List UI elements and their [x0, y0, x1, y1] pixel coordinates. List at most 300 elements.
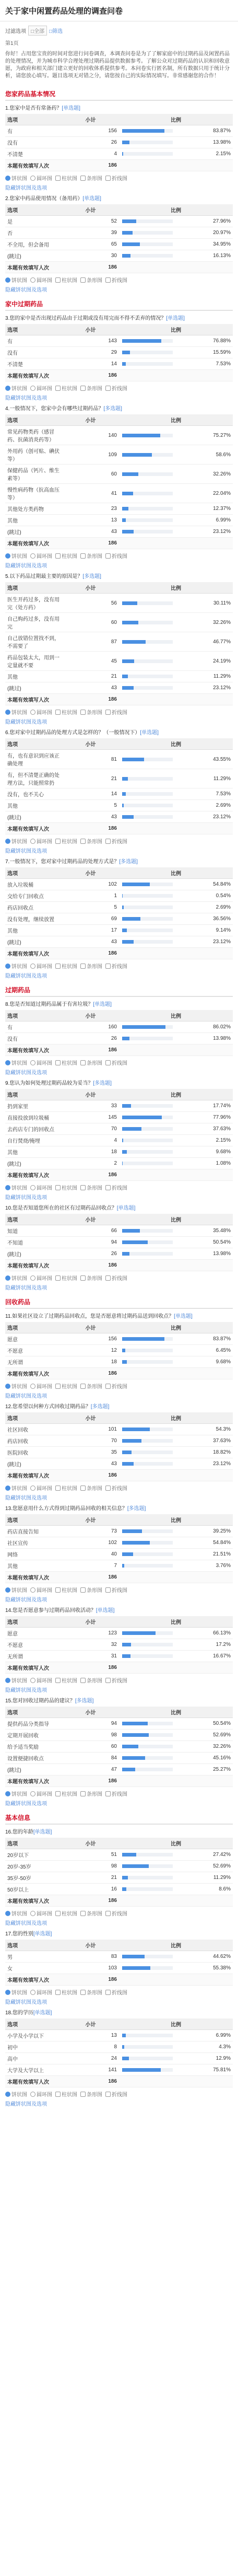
chart-type-option[interactable] [80, 1382, 102, 1390]
chart-type-option[interactable] [30, 1484, 52, 1492]
ratio-bar-fill [122, 1116, 162, 1119]
line-chart-icon [80, 839, 86, 844]
chart-type-option[interactable] [80, 837, 102, 845]
total-row [5, 1974, 233, 1986]
table-row [5, 1560, 233, 1572]
chart-type-option[interactable] [55, 1484, 77, 1492]
ratio-bar-cell [119, 788, 176, 800]
ratio-bar-cell [119, 800, 176, 811]
section-title: 基本信息 [5, 1813, 233, 1825]
total-count: 186 [62, 1776, 119, 1787]
option-ratio: 37.63% [176, 1435, 233, 1447]
chart-type-option[interactable] [30, 1988, 52, 1996]
option-count: 51 [62, 1849, 119, 1861]
total-row [5, 823, 233, 834]
ratio-bar-fill [122, 453, 152, 457]
collapse-link[interactable]: 隐藏饼状图及选项 [5, 1070, 47, 1076]
chart-type-option[interactable] [5, 1274, 27, 1282]
result-table [5, 1089, 233, 1181]
table-row [5, 1753, 233, 1764]
option-label: 20岁以下 [5, 1849, 62, 1861]
filter-label: 过滤选项 [5, 29, 26, 34]
table-header-row [5, 1089, 233, 1100]
filter-link[interactable]: □筛选 [49, 29, 63, 34]
ratio-bar-fill [122, 1229, 140, 1233]
chart-type-option[interactable] [30, 552, 52, 560]
col-count-header: 小计 [62, 414, 119, 426]
table-row [5, 652, 233, 671]
chart-type-option[interactable] [5, 962, 27, 970]
chart-type-option[interactable] [5, 1484, 27, 1492]
pie-chart-icon [5, 1911, 10, 1916]
option-label: 放入垃圾桶 [5, 879, 62, 890]
collapse-link[interactable]: 隐藏饼状图及选项 [5, 973, 47, 979]
chart-type-option[interactable] [55, 1059, 77, 1066]
total-count: 186 [62, 948, 119, 959]
chart-type-option[interactable] [105, 1586, 127, 1594]
option-ratio: 2.15% [176, 148, 233, 160]
question-block [5, 1505, 233, 1603]
ratio-bar-cell [119, 1549, 176, 1560]
chart-type-option[interactable] [55, 1676, 77, 1684]
chart-type-option[interactable] [30, 1274, 52, 1282]
ratio-bar-fill [122, 1462, 134, 1466]
chart-type-option[interactable] [5, 552, 27, 560]
hide-chart-icon [105, 710, 111, 715]
col-option-header: 选项 [5, 1514, 62, 1526]
ratio-bar-fill [122, 601, 137, 605]
bar-chart-icon [55, 176, 61, 181]
table-row [5, 890, 233, 902]
chart-type-option[interactable] [5, 837, 27, 845]
ratio-bar [122, 815, 173, 819]
ratio-bar-cell [119, 515, 176, 526]
collapse-link[interactable]: 隐藏饼状图及选项 [5, 185, 47, 191]
ratio-bar [122, 1462, 173, 1466]
chart-type-option[interactable] [55, 2090, 77, 2098]
chart-type-option[interactable] [30, 708, 52, 716]
option-label: 不愿意 [5, 1639, 62, 1651]
chart-type-option[interactable] [80, 276, 102, 284]
chart-type-label: 柱状图 [62, 1678, 77, 1684]
chart-type-option[interactable] [55, 962, 77, 970]
question-title [5, 1931, 233, 1937]
ratio-bar-fill [122, 906, 124, 909]
chart-type-label: 折线图 [112, 710, 127, 716]
table-row [5, 1537, 233, 1549]
question-block [5, 1080, 233, 1201]
chart-type-label: 折线图 [112, 1990, 127, 1996]
chart-type-option[interactable] [55, 1274, 77, 1282]
page-label: 第1页 [5, 41, 19, 47]
chart-type-option[interactable] [5, 708, 27, 716]
chart-type-option[interactable] [55, 1909, 77, 1917]
ratio-bar-cell [119, 811, 176, 823]
option-ratio: 20.97% [176, 227, 233, 239]
option-count: 26 [62, 137, 119, 148]
chart-type-option[interactable] [105, 174, 127, 182]
chart-type-option[interactable] [5, 1059, 27, 1066]
collapse-link[interactable]: 隐藏饼状图及选项 [5, 1801, 47, 1807]
ratio-bar-cell [119, 925, 176, 936]
chart-type-label: 饼状图 [11, 278, 27, 284]
collapse-link[interactable]: 隐藏饼状图及选项 [5, 849, 47, 854]
table-row [5, 1022, 233, 1033]
collapse-link[interactable]: 隐藏饼状图及选项 [5, 720, 47, 725]
chart-type-label: 柱状图 [62, 710, 77, 716]
question-block [5, 2010, 233, 2107]
ring-chart-icon [30, 964, 35, 969]
question-block [5, 1931, 233, 2005]
table-row [5, 250, 233, 262]
chart-type-option[interactable] [5, 1382, 27, 1390]
chart-type-option[interactable] [80, 1484, 102, 1492]
question-title [5, 573, 233, 580]
option-count: 4 [62, 1135, 119, 1146]
option-label: 无所谓 [5, 1651, 62, 1662]
question-text: 4.一般情况下，您家中会有哪些过期药品？ [5, 406, 104, 412]
result-table [5, 1707, 233, 1787]
total-count: 186 [62, 262, 119, 273]
table-header-row [5, 738, 233, 750]
chart-type-option[interactable] [30, 1382, 52, 1390]
collapse-link[interactable]: 隐藏饼状图及选项 [5, 1195, 47, 1201]
ratio-bar [122, 2068, 173, 2072]
chart-type-option[interactable] [105, 1676, 127, 1684]
ratio-bar [122, 1037, 173, 1040]
option-count: 43 [62, 526, 119, 538]
chart-type-option[interactable] [55, 552, 77, 560]
chart-type-option[interactable] [30, 1586, 52, 1594]
chart-type-label: 柱状图 [62, 1911, 77, 1917]
table-header-row [5, 1514, 233, 1526]
question-block [5, 1313, 233, 1399]
ratio-bar [122, 1240, 173, 1244]
chart-type-option[interactable] [30, 1790, 52, 1797]
chart-type-option[interactable] [80, 708, 102, 716]
chart-type-option[interactable] [55, 708, 77, 716]
chart-type-label: 圆环图 [37, 710, 52, 716]
option-count: 123 [62, 1628, 119, 1639]
chart-type-option[interactable] [105, 1382, 127, 1390]
page-title: 关于家中闲置药品处理的调查问卷 [5, 7, 123, 16]
ratio-bar-cell [119, 890, 176, 902]
chart-type-option[interactable] [105, 1274, 127, 1282]
chart-type-option[interactable] [30, 837, 52, 845]
collapse-link[interactable]: 隐藏饼状图及选项 [5, 1921, 47, 1927]
chart-type-toolbar [5, 1484, 233, 1492]
ratio-bar-cell [119, 1424, 176, 1435]
ratio-bar-cell [119, 1458, 176, 1470]
total-empty [119, 1045, 233, 1056]
ratio-bar-cell [119, 769, 176, 788]
total-empty [119, 370, 233, 381]
chart-type-option[interactable] [30, 1183, 52, 1191]
chart-type-option[interactable] [105, 552, 127, 560]
chart-type-option[interactable] [105, 1909, 127, 1917]
chart-type-label: 折线图 [112, 1186, 127, 1191]
chart-type-label: 柱状图 [62, 1061, 77, 1066]
chart-type-option[interactable] [55, 1183, 77, 1191]
ratio-bar-fill [122, 1564, 124, 1568]
chart-type-option[interactable] [105, 1484, 127, 1492]
chart-type-label: 饼状图 [11, 1678, 27, 1684]
chart-type-option[interactable] [5, 276, 27, 284]
chart-type-option[interactable] [105, 276, 127, 284]
collapse-link[interactable]: 隐藏饼状图及选项 [5, 1285, 47, 1291]
chart-type-option[interactable] [30, 384, 52, 392]
line-chart-icon [80, 1060, 86, 1065]
chart-type-option[interactable] [5, 1790, 27, 1797]
chart-type-label: 圆环图 [37, 278, 52, 284]
option-count: 18 [62, 1146, 119, 1158]
chart-type-option[interactable] [80, 174, 102, 182]
chart-type-label: 折线图 [112, 1061, 127, 1066]
table-row [5, 2041, 233, 2053]
chart-type-toolbar [5, 1676, 233, 1684]
chart-type-label: 圆环图 [37, 1792, 52, 1797]
chart-type-option[interactable] [5, 174, 27, 182]
ratio-bar-cell [119, 1135, 176, 1146]
option-label: (跳过) [5, 936, 62, 948]
collapse-link[interactable]: 隐藏饼状图及选项 [5, 1495, 47, 1501]
total-empty [119, 262, 233, 273]
collapse-link[interactable]: 隐藏饼状图及选项 [5, 1688, 47, 1693]
chart-type-option[interactable] [105, 1059, 127, 1066]
collapse-link[interactable]: 隐藏饼状图及选项 [5, 396, 47, 401]
option-label: 不全用，但会备用 [5, 239, 62, 250]
option-label: 愿意 [5, 1333, 62, 1345]
total-count: 186 [62, 2076, 119, 2087]
chart-type-option[interactable] [80, 384, 102, 392]
chart-type-option[interactable] [5, 1586, 27, 1594]
option-label: 其他 [5, 1146, 62, 1158]
ratio-bar [122, 339, 173, 343]
option-count: 7 [62, 1560, 119, 1572]
chart-type-option[interactable] [80, 1059, 102, 1066]
chart-type-option[interactable] [105, 384, 127, 392]
ratio-bar [122, 1887, 173, 1891]
chart-type-option[interactable] [5, 1676, 27, 1684]
total-label: 本题有效填写人次 [5, 2076, 62, 2087]
chart-type-label: 折线图 [112, 1678, 127, 1684]
table-row [5, 1033, 233, 1045]
ratio-bar-fill [122, 141, 129, 144]
question-block [5, 573, 233, 725]
option-ratio: 35.48% [176, 1225, 233, 1237]
chart-type-label: 柱状图 [62, 964, 77, 970]
table-header-row [5, 114, 233, 125]
line-chart-icon [80, 1587, 86, 1593]
chart-type-option[interactable] [30, 962, 52, 970]
chart-type-option[interactable] [30, 1676, 52, 1684]
chart-type-toolbar [5, 1909, 233, 1917]
ratio-bar-fill [122, 675, 128, 678]
chart-type-option[interactable] [105, 1790, 127, 1797]
total-empty [119, 948, 233, 959]
chart-type-option[interactable] [5, 1909, 27, 1917]
ratio-bar [122, 1127, 173, 1131]
table-row [5, 335, 233, 347]
option-ratio: 2.69% [176, 902, 233, 913]
chart-type-option[interactable] [105, 708, 127, 716]
result-table [5, 1940, 233, 1986]
line-chart-icon [80, 710, 86, 715]
chart-type-option[interactable] [55, 384, 77, 392]
line-chart-icon [80, 176, 86, 181]
chart-type-option[interactable] [80, 1909, 102, 1917]
chart-type-option[interactable] [105, 962, 127, 970]
option-ratio: 37.63% [176, 1123, 233, 1135]
option-ratio: 58.6% [176, 445, 233, 465]
chart-type-option[interactable] [80, 1790, 102, 1797]
option-count: 140 [62, 426, 119, 445]
total-count: 186 [62, 1895, 119, 1907]
chart-type-option[interactable] [5, 1183, 27, 1191]
option-count: 65 [62, 239, 119, 250]
table-header-row [5, 414, 233, 426]
pie-chart-icon [5, 1791, 10, 1796]
collapse-link[interactable]: 隐藏饼状图及选项 [5, 1394, 47, 1399]
chart-type-toolbar [5, 384, 233, 392]
collapse-link[interactable]: 隐藏饼状图及选项 [5, 563, 47, 569]
ratio-bar [122, 777, 173, 781]
chart-type-option[interactable] [5, 1988, 27, 1996]
ratio-bar-cell [119, 358, 176, 370]
chart-type-toolbar [5, 1988, 233, 1996]
chart-type-option[interactable] [80, 1676, 102, 1684]
bar-chart-icon [55, 1486, 61, 1491]
table-row [5, 2030, 233, 2041]
filter-select[interactable]: □全部 [28, 26, 47, 36]
chart-type-option[interactable] [30, 2090, 52, 2098]
chart-type-label: 条形图 [87, 176, 102, 182]
chart-type-option[interactable] [80, 1183, 102, 1191]
option-label: 不清楚 [5, 148, 62, 160]
option-ratio: 4.3% [176, 2041, 233, 2053]
chart-type-toolbar [5, 552, 233, 560]
chart-type-option[interactable] [55, 837, 77, 845]
chart-type-label: 折线图 [112, 554, 127, 560]
chart-type-option[interactable] [105, 2090, 127, 2098]
collapse-link[interactable]: 隐藏饼状图及选项 [5, 1597, 47, 1603]
chart-type-label: 柱状图 [62, 1276, 77, 1282]
chart-type-option[interactable] [55, 174, 77, 182]
question-type-tag: [单选题] [33, 2010, 52, 2016]
option-count: 70 [62, 1435, 119, 1447]
total-label: 本题有效填写人次 [5, 1662, 62, 1674]
ratio-bar [122, 1116, 173, 1119]
question-title [5, 315, 233, 322]
ratio-bar-fill [122, 1252, 129, 1256]
chart-type-option[interactable] [105, 1183, 127, 1191]
chart-type-option[interactable] [55, 1586, 77, 1594]
option-count: 12 [62, 1345, 119, 1356]
chart-type-option[interactable] [55, 1988, 77, 1996]
chart-type-option[interactable] [55, 1382, 77, 1390]
chart-type-option[interactable] [30, 174, 52, 182]
question-title [5, 105, 233, 112]
question-text: 1.您家中是否有常备药？ [5, 106, 62, 111]
option-count: 102 [62, 879, 119, 890]
collapse-link[interactable]: 隐藏饼状图及选项 [5, 2000, 47, 2005]
ratio-bar [122, 1564, 173, 1568]
ratio-bar-cell [119, 503, 176, 515]
col-option-header: 选项 [5, 1010, 62, 1022]
collapse-link[interactable]: 隐藏饼状图及选项 [5, 2102, 47, 2107]
chart-type-option[interactable] [80, 1586, 102, 1594]
option-label: 常见药物类药（感冒药、抗菌消炎药等） [5, 426, 62, 445]
option-label: 其他 [5, 671, 62, 682]
option-count: 5 [62, 902, 119, 913]
chart-type-option[interactable] [5, 2090, 27, 2098]
total-row [5, 262, 233, 273]
chart-type-option[interactable] [80, 2090, 102, 2098]
pie-chart-icon [5, 1990, 10, 1995]
option-count: 4 [62, 148, 119, 160]
option-count: 13 [62, 515, 119, 526]
chart-type-option[interactable] [55, 1790, 77, 1797]
bar-chart-icon [55, 710, 61, 715]
option-count: 43 [62, 936, 119, 948]
hide-chart-icon [105, 1911, 111, 1916]
col-count-header: 小计 [62, 1514, 119, 1526]
question-type-tag: [单选题] [33, 1931, 52, 1937]
chart-type-label: 饼状图 [11, 1276, 27, 1282]
chart-type-option[interactable] [55, 276, 77, 284]
question-text: 5.以下药品过期最主要的原因是？ [5, 574, 83, 579]
chart-type-toolbar [5, 1274, 233, 1282]
option-ratio: 55.38% [176, 1963, 233, 1974]
chart-type-label: 折线图 [112, 176, 127, 182]
hide-chart-icon [105, 1587, 111, 1593]
option-count: 98 [62, 1730, 119, 1741]
table-row [5, 1730, 233, 1741]
ratio-bar-fill [122, 1127, 141, 1131]
chart-type-option[interactable] [80, 962, 102, 970]
option-ratio: 9.68% [176, 1146, 233, 1158]
total-empty [119, 1974, 233, 1986]
chart-type-option[interactable] [30, 1059, 52, 1066]
ratio-bar-cell [119, 2041, 176, 2053]
chart-type-option[interactable] [30, 1909, 52, 1917]
ratio-bar-fill [122, 940, 134, 944]
question-type-tag: [单选题] [174, 1314, 193, 1319]
chart-type-label: 饼状图 [11, 1186, 27, 1191]
ratio-bar [122, 940, 173, 944]
option-count: 21 [62, 1872, 119, 1884]
chart-type-option[interactable] [105, 1988, 127, 1996]
ratio-bar-fill [122, 1768, 135, 1771]
ratio-bar [122, 2057, 173, 2060]
chart-type-option[interactable] [80, 1274, 102, 1282]
option-count: 18 [62, 1356, 119, 1368]
chart-type-label: 条形图 [87, 964, 102, 970]
total-label: 本题有效填写人次 [5, 1260, 62, 1271]
chart-type-option[interactable] [105, 837, 127, 845]
collapse-link[interactable]: 隐藏饼状图及选项 [5, 287, 47, 293]
chart-type-option[interactable] [80, 552, 102, 560]
chart-type-option[interactable] [80, 1988, 102, 1996]
ratio-bar [122, 640, 173, 644]
option-count: 41 [62, 484, 119, 503]
option-ratio: 24.19% [176, 652, 233, 671]
chart-type-option[interactable] [30, 276, 52, 284]
col-ratio-header: 比例 [119, 1010, 233, 1022]
chart-type-option[interactable] [5, 384, 27, 392]
total-label: 本题有效填写人次 [5, 1776, 62, 1787]
total-row [5, 1260, 233, 1271]
